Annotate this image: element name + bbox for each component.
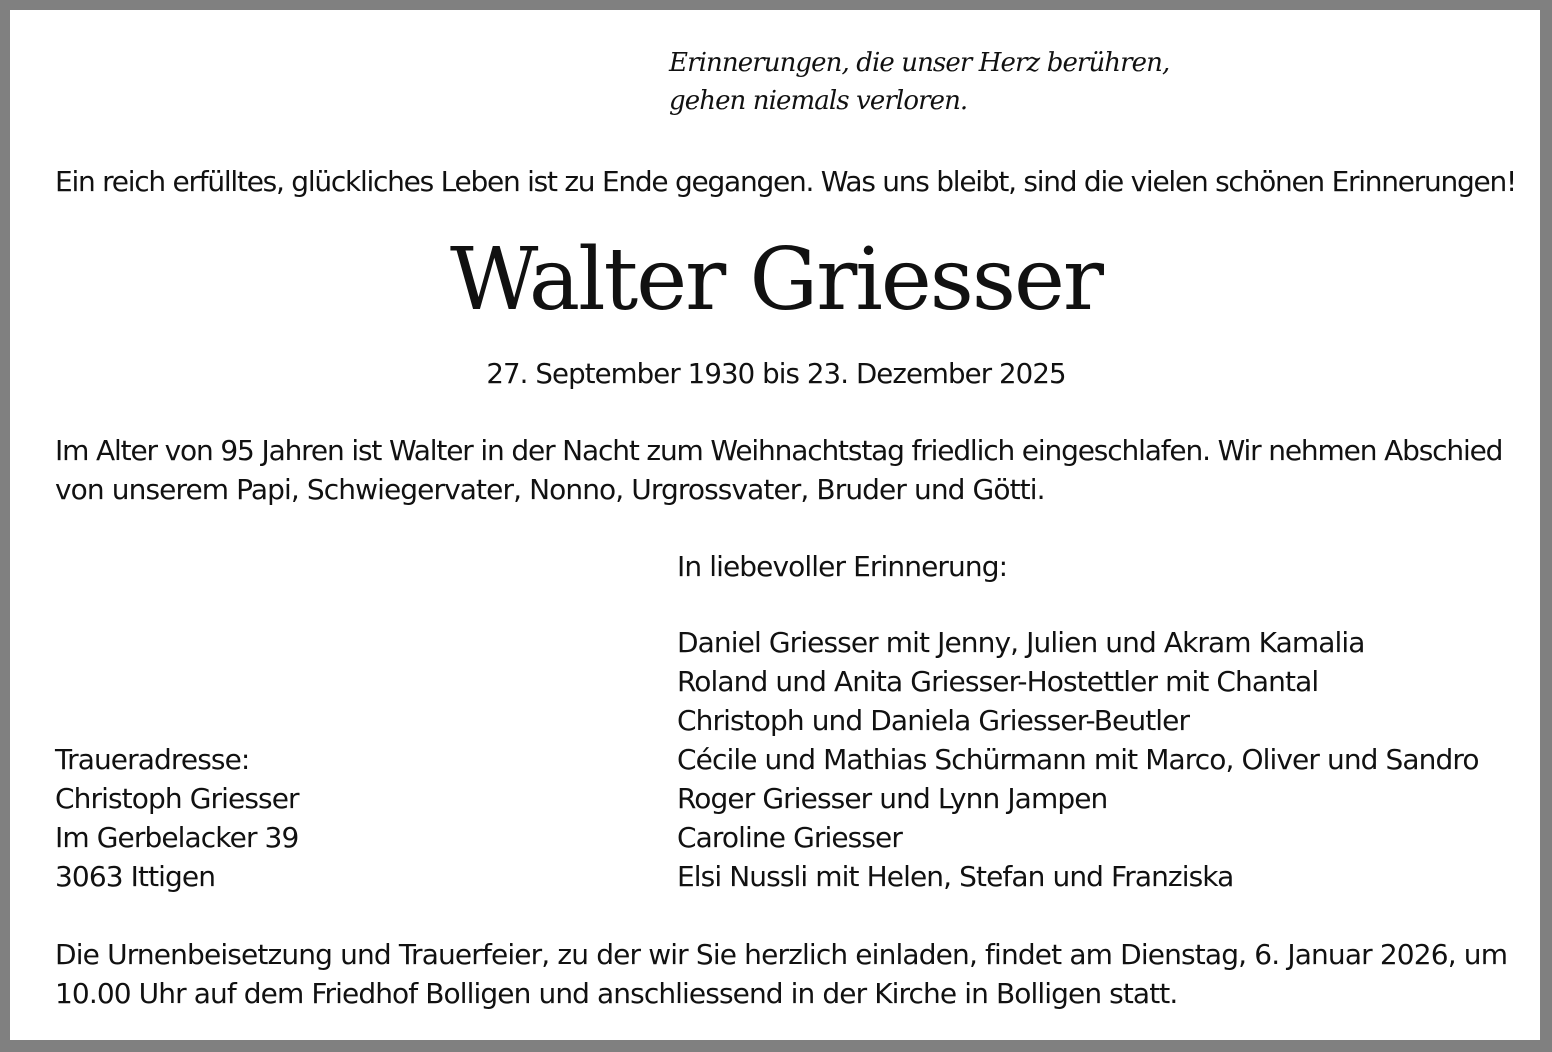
address-street: Im Gerbelacker 39 bbox=[55, 821, 299, 854]
mourner-line: Daniel Griesser mit Jenny, Julien und Akram Kamalia bbox=[677, 626, 1365, 659]
quote-line-2: gehen niemals verloren. bbox=[669, 86, 968, 116]
mourners-heading: In liebevoller Erinnerung: bbox=[677, 550, 1008, 583]
ceremony-line-1: Die Urnenbeisetzung und Trauerfeier, zu der wir Sie herzlich einladen, findet am Dienstag, 6. Januar 2026, um bbox=[55, 938, 1508, 971]
address-city: 3063 Ittigen bbox=[55, 860, 216, 893]
life-dates: 27. September 1930 bis 23. Dezember 2025 bbox=[486, 357, 1066, 390]
deceased-name: Walter Griesser bbox=[449, 230, 1103, 330]
mourner-line: Roger Griesser und Lynn Jampen bbox=[677, 782, 1108, 815]
ceremony-line-2: 10.00 Uhr auf dem Friedhof Bolligen und anschliessend in der Kirche in Bolligen statt. bbox=[55, 977, 1178, 1010]
intro-text: Ein reich erfülltes, glückliches Leben ist zu Ende gegangen. Was uns bleibt, sind die vielen schönen Erinnerungen! bbox=[55, 165, 1516, 198]
quote-line-1: Erinnerungen, die unser Herz berühren, bbox=[669, 48, 1170, 78]
message-line-2: von unserem Papi, Schwiegervater, Nonno, Urgrossvater, Bruder und Götti. bbox=[55, 473, 1045, 506]
mourner-line: Elsi Nussli mit Helen, Stefan und Franziska bbox=[677, 860, 1234, 893]
message-line-1: Im Alter von 95 Jahren ist Walter in der Nacht zum Weihnachtstag friedlich eingeschlafen. Wir nehmen Abschied bbox=[55, 434, 1503, 467]
address-name: Christoph Griesser bbox=[55, 782, 299, 815]
address-label: Traueradresse: bbox=[55, 743, 250, 776]
mourner-line: Christoph und Daniela Griesser-Beutler bbox=[677, 704, 1190, 737]
mourner-line: Cécile und Mathias Schürmann mit Marco, Oliver und Sandro bbox=[677, 743, 1479, 776]
mourner-line: Caroline Griesser bbox=[677, 821, 902, 854]
mourner-line: Roland und Anita Griesser-Hostettler mit Chantal bbox=[677, 665, 1319, 698]
